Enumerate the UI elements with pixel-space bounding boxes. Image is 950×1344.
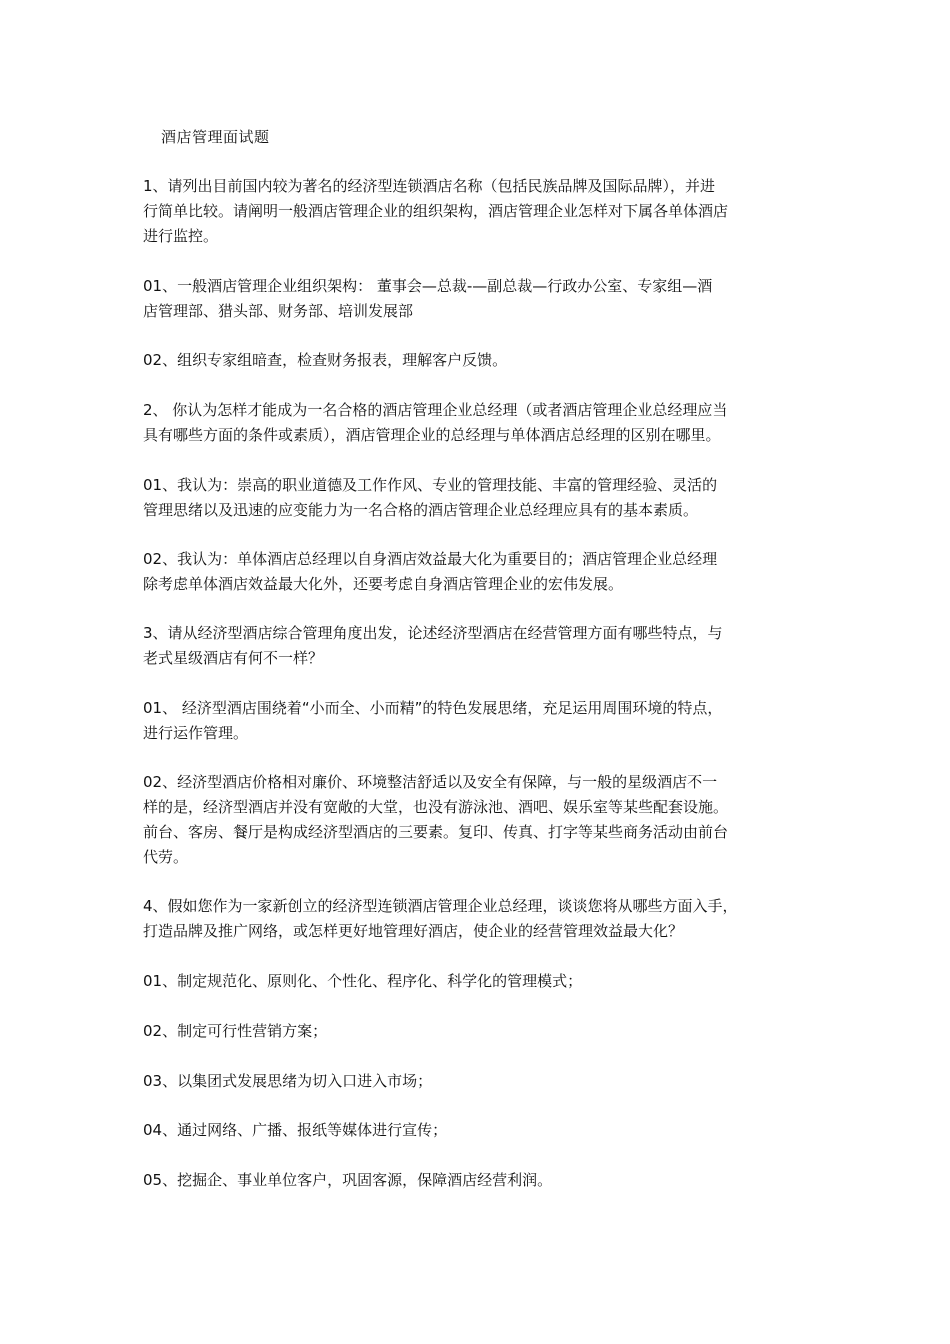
question-3: [143, 621, 811, 671]
text-line: 02、组织专家组暗查，检查财务报表，理解客户反馈。: [143, 351, 508, 369]
answer-4-03: [143, 1069, 811, 1094]
answer-2-01: [143, 473, 811, 523]
answer-1-02: [143, 348, 811, 373]
text-line: 管理思绪以及迅速的应变能力为一名合格的酒店管理企业总经理应具有的基本素质。: [143, 501, 699, 519]
text-line: 01、一般酒店管理企业组织架构： 董事会—总裁-—副总裁—行政办公室、专家组—酒: [143, 277, 713, 295]
question-1: [143, 174, 811, 249]
text-line: 02、制定可行性营销方案；: [143, 1022, 328, 1040]
answer-3-01: [143, 696, 811, 746]
text-line: 店管理部、猎头部、财务部、培训发展部: [143, 302, 414, 320]
question-2: [143, 398, 811, 448]
text-line: 前台、客房、餐厅是构成经济型酒店的三要素。复印、传真、打字等某些商务活动由前台: [143, 823, 729, 841]
text-line: 4、假如您作为一家新创立的经济型连锁酒店管理企业总经理，谈谈您将从哪些方面入手，: [143, 897, 738, 915]
text-line: 代劳。: [143, 848, 189, 866]
text-line: 打造品牌及推广网络，或怎样更好地管理好酒店，使企业的经营管理效益最大化？: [143, 922, 684, 940]
text-line: 样的是，经济型酒店并没有宽敞的大堂，也没有游泳池、酒吧、娱乐室等某些配套设施。: [143, 798, 729, 816]
text-line: 02、我认为：单体酒店总经理以自身酒店效益最大化为重要目的；酒店管理企业总经理: [143, 550, 718, 568]
question-4: [143, 894, 811, 944]
text-line: 01、我认为：崇高的职业道德及工作作风、专业的管理技能、丰富的管理经验、灵活的: [143, 476, 718, 494]
text-line: 03、以集团式发展思绪为切入口进入市场；: [143, 1072, 433, 1090]
answer-4-04: [143, 1118, 811, 1143]
text-line: 老式星级酒店有何不一样？: [143, 649, 324, 667]
text-line: 3、请从经济型酒店综合管理角度出发，论述经济型酒店在经营管理方面有哪些特点，与: [143, 624, 723, 642]
text-line: 具有哪些方面的条件或素质），酒店管理企业的总经理与单体酒店总经理的区别在哪里。: [143, 426, 721, 444]
text-line: 04、通过网络、广播、报纸等媒体进行宣传；: [143, 1121, 448, 1139]
text-line: 01、 经济型酒店围绕着“小而全、小而精”的特色发展思绪，充足运用周围环境的特点，: [143, 699, 723, 717]
answer-3-02: [143, 770, 811, 870]
text-line: 进行运作管理。: [143, 724, 249, 742]
text-line: 进行监控。: [143, 227, 219, 245]
text-line: 2、 你认为怎样才能成为一名合格的酒店管理企业总经理（或者酒店管理企业总经理应当: [143, 401, 728, 419]
text-line: 02、经济型酒店价格相对廉价、环境整洁舒适以及安全有保障，与一般的星级酒店不一: [143, 773, 718, 791]
text-line: 01、制定规范化、原则化、个性化、程序化、科学化的管理模式；: [143, 972, 583, 990]
answer-2-02: [143, 547, 811, 597]
answer-4-01: [143, 969, 811, 994]
text-line: 1、请列出目前国内较为著名的经济型连锁酒店名称（包括民族品牌及国际品牌），并进: [143, 177, 716, 195]
text-line: 行简单比较。请阐明一般酒店管理企业的组织架构，酒店管理企业怎样对下属各单体酒店: [143, 202, 729, 220]
text-line: 05、挖掘企、事业单位客户，巩固客源，保障酒店经营利润。: [143, 1171, 553, 1189]
page-title: 酒店管理面试题: [161, 128, 270, 146]
answer-4-05: [143, 1168, 811, 1193]
answer-4-02: [143, 1019, 811, 1044]
answer-1-01: [143, 274, 811, 324]
text-line: 除考虑单体酒店效益最大化外，还要考虑自身酒店管理企业的宏伟发展。: [143, 575, 624, 593]
